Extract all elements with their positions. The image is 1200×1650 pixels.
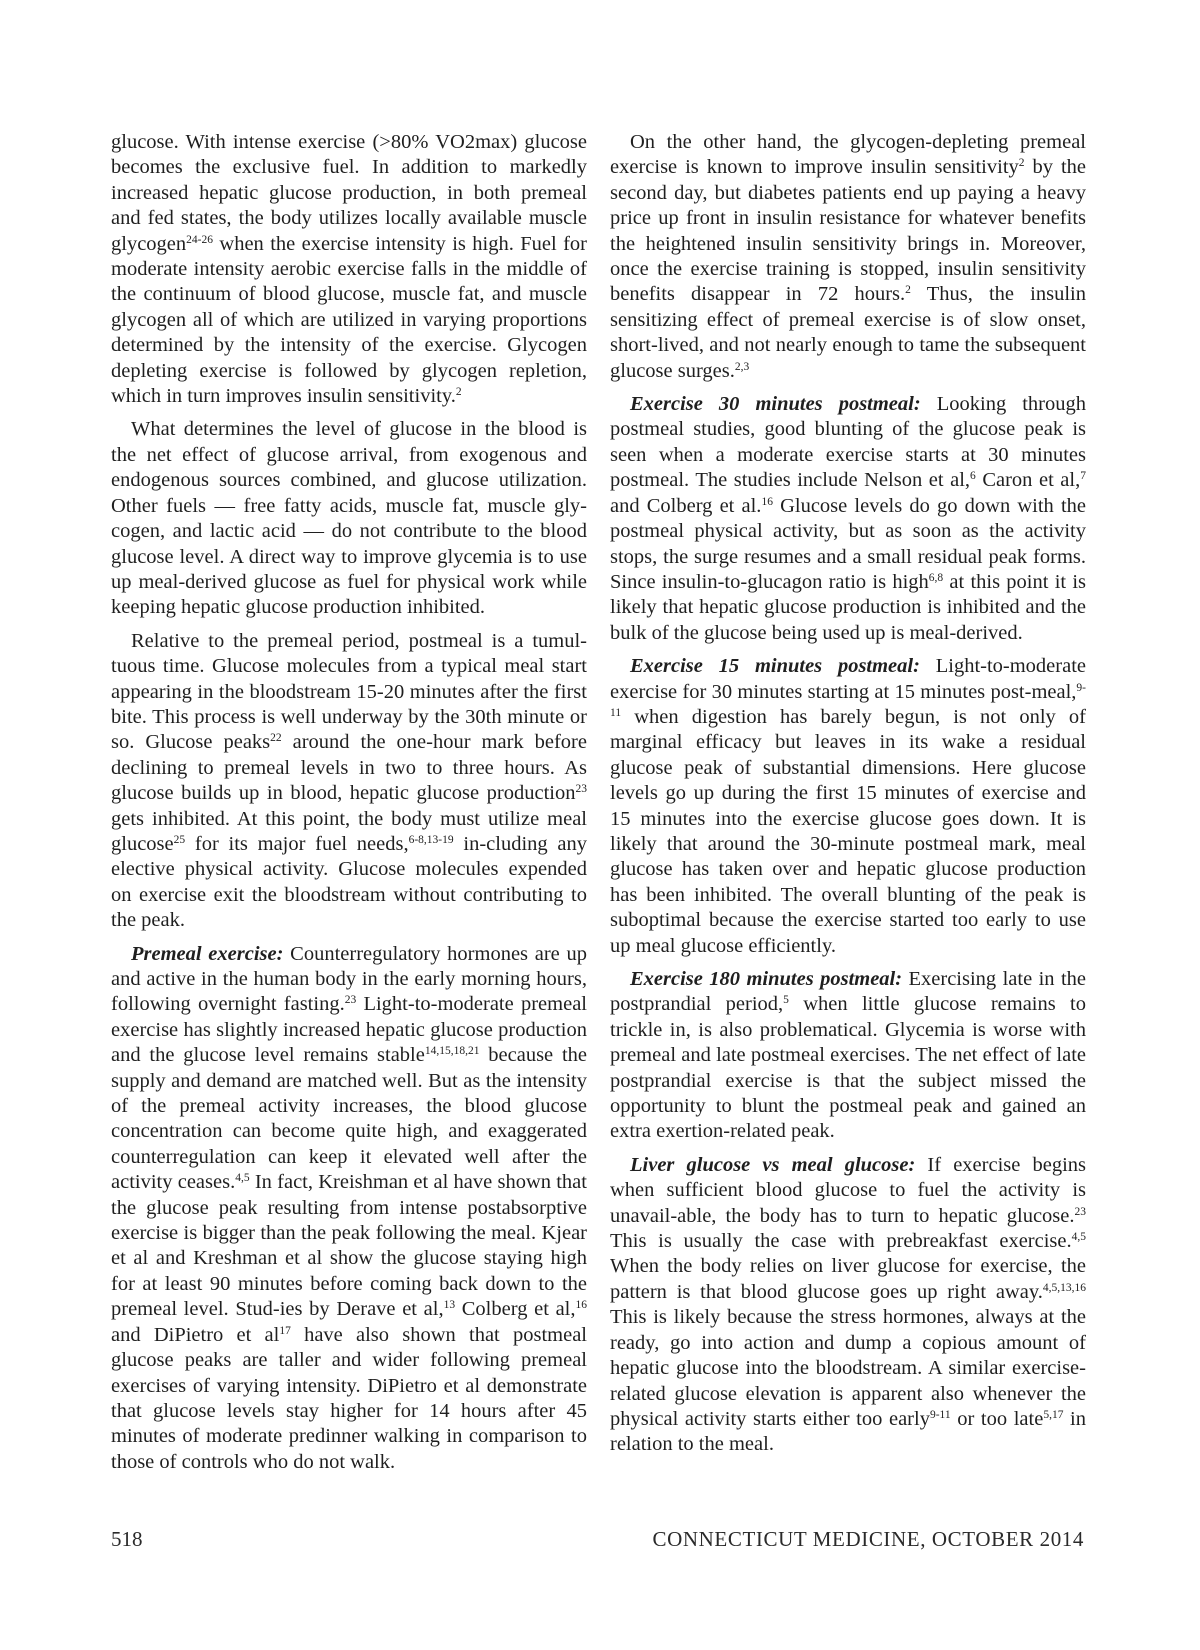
paragraph-exercise-15-min: Exercise 15 minutes postmeal: Light-to-moderate exercise for 30 minutes starting at 15 minutes post-meal,$^{9-11}$ when digestion has barely begun, is not only of marginal efficacy but leaves in its wake a residual glucose peak of substantial dimensions. Here glucose levels go up during the first 15 minutes of exercise and 15 minutes into the exercise glucose goes down. It is likely that around the 30-minute postmeal mark, meal glucose has taken over and hepatic glucose production has been inhibited. The overall blunting of the peak is suboptimal because the exercise started too early to use up meal glucose efficiently. bbox=[610, 655, 1086, 957]
paragraph-glucose-level: What determines the level of glucose in the blood is the net effect of glucose arrival, from exogenous and endogenous sources combined, and glucose utilization. Other fuels — free fatty acids, muscle fat, muscle gly-cogen, and lactic acid — do not contribute to the blood glucose level. A direct way to improve glycemia is to use up meal-derived glucose as fuel for physical work while keeping hepatic glucose production inhibited. bbox=[111, 418, 587, 619]
paragraph-exercise-30-min: Exercise 30 minutes postmeal: Looking through postmeal studies, good blunting of the glucose peak is seen when a moderate exercise starts at 30 minutes postmeal. The studies include Nelson et al,$^6$ Caron et al,$^7$ and Colberg et al.$^{16}$ Glucose levels do go down with the postmeal physical activity, but as soon as the activity stops, the surge resumes and a small residual peak forms. Since insulin-to-glucagon ratio is high$^{6,8}$ at this point it is likely that hepatic glucose production is inhibited and the bulk of the glucose being used up is meal-derived. bbox=[610, 393, 1086, 644]
citation: 16 bbox=[761, 495, 773, 508]
paragraph-fuel-intensity: glucose. With intense exercise (>80% VO2max) glucose becomes the exclusive fuel. In addition to markedly increased hepatic glucose production, in both premeal and fed states, the body utilizes locally available muscle glycogen$^{24-26}$ when the exercise intensity is high. Fuel for moderate intensity aerobic exercise falls in the middle of the continuum of blood glucose, muscle fat, and muscle glycogen all of which are utilized in varying proportions determined by the intensity of the exercise. Glycogen depleting exercise is followed by glycogen repletion, which in turn improves insulin sensitivity.$^2$ bbox=[111, 131, 587, 408]
citation: 9-11 bbox=[929, 1408, 951, 1421]
citation: 7 bbox=[1080, 470, 1086, 483]
citation: 17 bbox=[279, 1324, 291, 1337]
right-column bbox=[610, 130, 1086, 1466]
citation: 14,15,18,21 bbox=[424, 1045, 480, 1058]
citation: 16 bbox=[575, 1299, 587, 1312]
citation: 2 bbox=[455, 386, 462, 399]
citation: 2 bbox=[905, 284, 911, 297]
section-lead-liver-glucose: Liver glucose vs meal glucose: bbox=[630, 1153, 916, 1176]
citation: 23 bbox=[575, 783, 587, 796]
paragraph-postmeal-period: Relative to the premeal period, postmeal is a tumul-tuous time. Glucose molecules from a typical meal start appearing in the bloodstream 15-20 minutes after the first bite. This process is well underway by the 30th minute or so. Glucose peaks$^{22}$ around the one-hour mark before declining to premeal levels in two to three hours. As glucose builds up in blood, hepatic glucose production$^{23}$ gets inhibited. At this point, the body must utilize meal glucose$^{25}$ for its major fuel needs,$^{6-8,13-19}$ in-cluding any elective physical activity. Glucose molecules expended on exercise exit the bloodstream without contributing to the peak. bbox=[111, 629, 587, 932]
citation: 5 bbox=[783, 994, 789, 1007]
citation: 4,5,13,16 bbox=[1042, 1281, 1086, 1294]
paragraph-premeal-exercise: Premeal exercise: Counterregulatory hormones are up and active in the human body in the early morning hours, following overnight fasting.$^{23}$ Light-to-moderate premeal exercise has slightly increased hepatic glucose production and the glucose level remains stable$^{14,15,18,21}$ because the supply and demand are matched well. But as the intensity of the premeal activity increases, the blood glucose concentration can become quite high, and exaggerated counterregulation can keep it elevated well after the activity ceases.$^{4,5}$ In fact, Kreishman et al have shown that the glucose peak resulting from intense postabsorptive exercise is bigger than the peak following the meal. Kjear et al and Kreshman et al show the glucose staying high for at least 90 minutes before coming back down to the premeal level. Stud-ies by Derave et al,$^{13}$ Colberg et al,$^{16}$ and DiPietro et $al^{17}$ have also shown that postmeal glucose peaks are taller and wider following premeal exercises of varying intensity. DiPietro et al demonstrate that glucose levels stay higher for 14 hours after 45 minutes of moderate predinner walking in comparison to those of controls who do not walk. bbox=[111, 942, 587, 1473]
citation: 23 bbox=[344, 994, 357, 1007]
section-lead-15-min: Exercise 15 minutes postmeal: bbox=[630, 655, 920, 678]
section-lead-30-min: Exercise 30 minutes postmeal: bbox=[630, 393, 921, 416]
citation: 25 bbox=[173, 833, 186, 846]
citation: 4,5 bbox=[1071, 1231, 1086, 1244]
citation: 4,5 bbox=[235, 1172, 250, 1185]
section-lead-180-min: Exercise 180 minutes postmeal: bbox=[630, 968, 903, 990]
page-number: 518 bbox=[111, 1527, 143, 1551]
citation: 2,3 bbox=[734, 360, 750, 373]
citation: 22 bbox=[270, 732, 282, 745]
citation: 13 bbox=[443, 1299, 456, 1312]
section-lead-premeal: Premeal exercise: bbox=[131, 942, 284, 965]
journal-footer: CONNECTICUT MEDICINE, OCTOBER 2014 bbox=[652, 1527, 1084, 1551]
paragraph-exercise-180-min: Exercise 180 minutes postmeal: Exercising late in the postprandial period,$^5$ when little glucose remains to trickle in, is also problematical. Glycemia is worse with premeal and late postmeal exercises. The net effect of late postprandial exercise is that the subject missed the opportunity to blunt the postmeal peak and gained an extra exertion-related peak. bbox=[610, 968, 1087, 1143]
citation: 24-26 bbox=[186, 233, 213, 246]
citation: 2 bbox=[1018, 157, 1025, 170]
citation: 23 bbox=[1074, 1205, 1086, 1218]
citation: 9-11 bbox=[610, 681, 1086, 719]
paragraph-insulin-sensitivity: On the other hand, the glycogen-depleting premeal exercise is known to improve insulin sensitivity$^2$ by the second day, but diabetes patients end up paying a heavy price up front in insulin resistance for whatever benefits the heightened insulin sensitivity brings in. Moreover, once the exercise training is stopped, insulin sensitivity benefits disappear in 72 hours.$^2$ Thus, the insulin sensitizing effect of premeal exercise is of slow onset, short-lived, and not nearly enough to tame the subsequent glucose surges.$^{2,3}$ bbox=[610, 131, 1087, 382]
citation: 5,17 bbox=[1043, 1408, 1064, 1421]
citation: 6,8 bbox=[928, 571, 944, 584]
citation: 6-8,13-19 bbox=[408, 833, 454, 846]
citation: 6 bbox=[970, 470, 976, 483]
left-column bbox=[111, 130, 587, 1483]
paragraph-liver-vs-meal-glucose: Liver glucose vs meal glucose: If exercise begins when sufficient blood glucose to fuel the activity is unavail-able, the body has to turn to hepatic glucose.$^{23}$ This is usually the case with prebreakfast exercise.$^{4,5}$ When the body relies on liver glucose for exercise, the pattern is that blood glucose goes up right away.$^{4,5,13,16}$ This is likely because the stress hormones, always at the ready, go into action and dump a copious amount of hepatic glucose into the bloodstream. A similar exercise-related glucose elevation is apparent also whenever the physical activity starts either too early$^{9-11}$ or too late$^{5,17}$ in relation to the meal. bbox=[610, 1153, 1086, 1456]
